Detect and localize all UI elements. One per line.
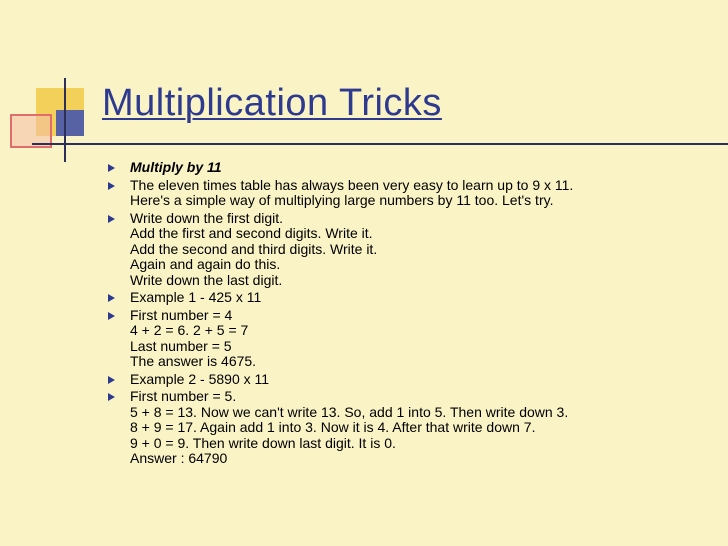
bullet-line: Example 2 - 5890 x 11 bbox=[130, 370, 270, 387]
bullet-line: Add the first and second digits. Write it. bbox=[130, 225, 373, 241]
bullet-item bbox=[108, 389, 708, 467]
bullet-line: Again and again do this. bbox=[130, 256, 281, 272]
bullet-line: Add the second and third digits. Write it. bbox=[130, 240, 378, 257]
bullet-line: 9 + 0 = 9. Then write down last digit. It is 0. bbox=[130, 434, 396, 451]
bullet-item bbox=[108, 290, 708, 306]
bullet-item bbox=[108, 160, 708, 176]
bullet-item bbox=[108, 211, 708, 289]
bullet-item bbox=[108, 308, 708, 370]
bullet-line: The eleven times table has always been very easy to learn up to 9 x 11. bbox=[130, 176, 574, 193]
bullet-line: 8 + 9 = 17. Again add 1 into 3. Now it is 4. After that write down 7. bbox=[130, 419, 536, 435]
decoration-blue-square bbox=[56, 110, 84, 136]
title-divider-line bbox=[32, 143, 728, 145]
bullet-line: Last number = 5 bbox=[130, 337, 232, 354]
bullet-item bbox=[108, 178, 708, 209]
decoration-vertical-line bbox=[64, 78, 66, 162]
bullet-line: Write down the last digit. bbox=[130, 271, 283, 288]
bullet-line: 5 + 8 = 13. Now we can't write 13. So, add 1 into 5. Then write down 3. bbox=[130, 403, 569, 420]
bullet-list bbox=[108, 160, 708, 469]
bullet-line: Here's a simple way of multiplying large numbers by 11 too. Let's try. bbox=[130, 192, 554, 208]
bullet-line: Answer : 64790 bbox=[130, 450, 228, 466]
bullet-line: The answer is 4675. bbox=[130, 353, 257, 369]
bullet-line: Multiply by 11 bbox=[130, 159, 222, 175]
slide-title: Multiplication Tricks bbox=[102, 82, 442, 124]
bullet-line: 4 + 2 = 6. 2 + 5 = 7 bbox=[130, 322, 249, 338]
bullet-line: Write down the first digit. bbox=[130, 209, 284, 226]
bullet-line: First number = 5. bbox=[130, 388, 237, 404]
bullet-line: Example 1 - 425 x 11 bbox=[130, 289, 262, 305]
bullet-item bbox=[108, 372, 708, 388]
bullet-line: First number = 4 bbox=[130, 306, 233, 323]
